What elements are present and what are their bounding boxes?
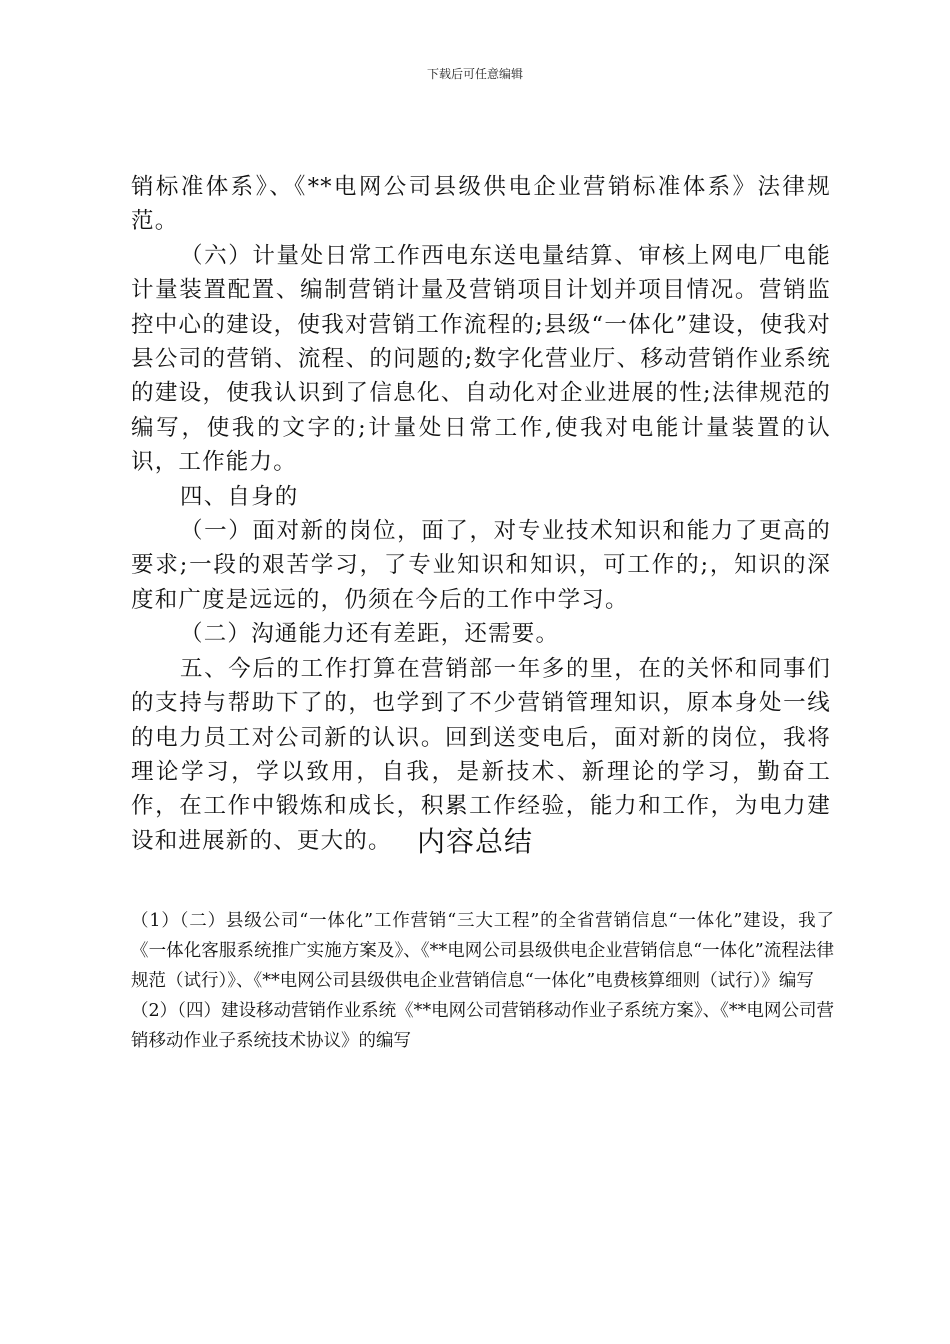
summary-title: 内容总结	[416, 825, 533, 858]
body-paragraph: 销标准体系》、《**电网公司县级供电企业营销标准体系》法律规范。	[131, 174, 831, 235]
body-paragraph: 五、今后的工作打算在营销部一年多的里，在的关怀和同事们的支持与帮助下了的，也学到了不少营销管理知识，原本身处一线的电力员工对公司新的认识。回到送变电后，面对新的岗位，我将理论学习，学以致用，自我，是新技术、新理论的学习，勤奋工作，在工作中锻炼和成长，积累工作经验，能力和工作，为电力建设和进展新的、更大的。	[131, 655, 831, 854]
summary-section	[131, 906, 834, 1056]
page-header: 下载后可任意编辑	[426, 67, 523, 81]
body-paragraph: （二）沟通能力还有差距，还需要。	[180, 621, 560, 648]
summary-item: （2）（四）建设移动营销作业系统《**电网公司营销移动作业子系统方案》、《**电网公司营销移动作业子系统技术协议》的编写	[131, 1001, 834, 1051]
body-paragraph: （一）面对新的岗位，面了，对专业技术知识和能力了更高的要求;一段的艰苦学习，了专业知识和知识，可工作的;，知识的深度和广度是远远的，仍须在今后的工作中学习。	[131, 518, 831, 613]
document-body	[131, 170, 831, 858]
body-paragraph: （六）计量处日常工作西电东送电量结算、审核上网电厂电能计量装置配置、编制营销计量及营销项目计划并项目情况。营销监控中心的建设，使我对营销工作流程的;县级“一体化”建设，使我对县公司的营销、流程、的问题的;数字化营业厅、移动营销作业系统的建设，使我认识到了信息化、自动化对企业进展的性;法律规范的编写，使我的文字的;计量处日常工作,使我对电能计量装置的认识，工作能力。	[131, 242, 831, 476]
section-heading: 四、自身的	[180, 483, 299, 510]
summary-item: （1）（二）县级公司“一体化”工作营销“三大工程”的全省营销信息“一体化”建设，我了《一体化客服系统推广实施方案及》、《**电网公司县级供电企业营销信息“一体化”流程法律规范（试行）》、《**电网公司县级供电企业营销信息“一体化”电费核算细则（试行）》编写	[131, 911, 834, 991]
